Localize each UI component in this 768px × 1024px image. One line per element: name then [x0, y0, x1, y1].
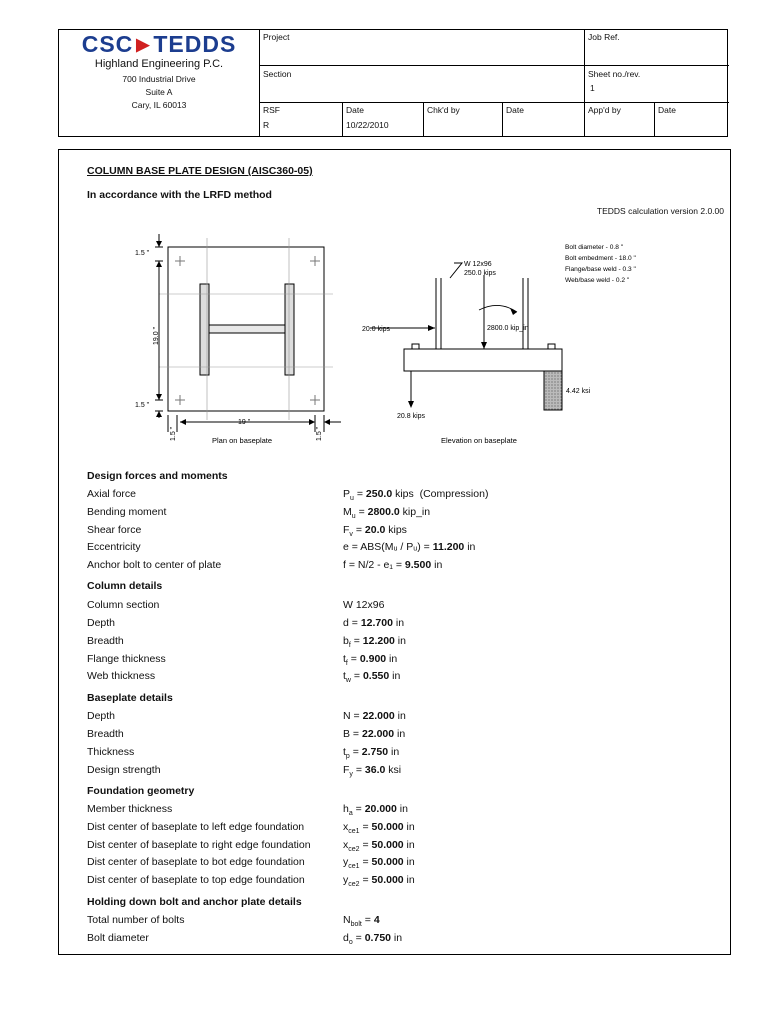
row-label: Total number of bolts	[87, 914, 185, 926]
value-expression: = ABS(Mᵤ / Pᵤ) =	[348, 541, 433, 553]
value-unit: in	[403, 856, 415, 868]
value-symbol: b	[343, 635, 349, 647]
sheet-label: Sheet no./rev.	[588, 69, 641, 79]
value-expression: =	[350, 635, 363, 647]
value-symbol: e	[343, 541, 349, 553]
value-symbol: P	[343, 488, 351, 500]
row-label: Thickness	[87, 746, 135, 758]
row-label: Shear force	[87, 524, 142, 536]
value-result: 4	[373, 914, 380, 926]
value-expression: =	[350, 710, 363, 722]
value-symbol: t	[343, 746, 346, 758]
value-expression: =	[348, 617, 361, 629]
value-symbol: F	[343, 524, 350, 536]
value-result: 2800.0	[367, 506, 400, 518]
row-value	[343, 856, 415, 870]
value-subscript: u	[351, 513, 356, 521]
row-value	[343, 914, 380, 928]
value-symbol: x	[343, 839, 349, 851]
section-value	[260, 81, 266, 85]
row-label: Anchor bolt to center of plate	[87, 559, 222, 571]
value-symbol: N	[343, 710, 351, 722]
value-result: 2.750	[361, 746, 389, 758]
section-label: Section	[263, 69, 292, 79]
value-result: 11.200	[432, 541, 465, 553]
section-heading: Holding down bolt and anchor plate details	[87, 896, 302, 908]
row-label: Column section	[87, 599, 160, 611]
tedds-logo	[59, 31, 259, 58]
row-value	[343, 617, 404, 631]
row-label: Eccentricity	[87, 541, 141, 553]
row-value	[343, 599, 384, 613]
row-label: Bending moment	[87, 506, 167, 518]
checked-date-label: Date	[506, 105, 524, 115]
grid-line	[259, 65, 729, 66]
play-triangle-icon: ▶	[136, 35, 151, 54]
baseplate-diagram	[59, 150, 730, 460]
dim-bottom-edge: 1.5 "	[135, 402, 150, 409]
value-result: 20.000	[364, 803, 397, 815]
value-expression: =	[347, 653, 360, 665]
date-value: 10/22/2010	[346, 120, 389, 130]
value-unit: in	[394, 728, 406, 740]
row-label: Dist center of baseplate to bot edge foundation	[87, 856, 305, 868]
row-label: Bolt diameter	[87, 932, 149, 944]
elevation-arrowheads	[408, 308, 517, 408]
value-expression: = N/2 - e₁ =	[345, 559, 405, 571]
value-unit: kips	[385, 524, 407, 536]
calc-by-value: R	[263, 120, 270, 130]
bolt-force-label: 20.8 kips	[397, 413, 426, 420]
value-expression: =	[349, 746, 362, 758]
approved-by-label: App'd by	[588, 105, 621, 115]
calc-by-label: RSF	[263, 105, 280, 115]
value-subscript: v	[349, 531, 353, 539]
row-value	[343, 932, 402, 946]
note-flange-weld: Flange/base weld - 0.3 "	[565, 266, 636, 273]
row-label: Member thickness	[87, 803, 173, 815]
value-result: 50.000	[371, 856, 404, 868]
value-subscript: ce2	[348, 881, 360, 889]
logo-text-left: CSC	[81, 31, 134, 57]
value-expression: =	[359, 839, 372, 851]
value-symbol: W 12x96	[343, 599, 385, 611]
value-symbol: f	[343, 559, 346, 571]
row-label: Dist center of baseplate to right edge foundation	[87, 839, 311, 851]
value-unit: in	[403, 874, 415, 886]
value-unit: in	[403, 821, 415, 833]
row-label: Web thickness	[87, 670, 156, 682]
value-unit: in	[392, 617, 405, 629]
row-label: Dist center of baseplate to left edge foundation	[87, 821, 305, 833]
version-note: TEDDS calculation version 2.0.00	[596, 206, 724, 216]
value-symbol: x	[343, 821, 349, 833]
value-symbol: h	[343, 803, 349, 815]
value-result: 20.0	[364, 524, 386, 536]
row-value	[343, 635, 406, 649]
value-result: 12.200	[362, 635, 395, 647]
dim-right-edge: 1.5 "	[316, 426, 323, 441]
value-unit: kip_in	[399, 506, 431, 518]
value-subscript: y	[349, 771, 353, 779]
value-subscript: w	[345, 677, 351, 685]
row-value	[343, 821, 415, 835]
value-unit: in	[394, 635, 406, 647]
elevation-view	[370, 263, 562, 410]
company-logo-block	[59, 30, 259, 112]
value-result: 0.900	[359, 653, 387, 665]
address-line-3: Cary, IL 60013	[131, 100, 187, 110]
value-symbol: B	[343, 728, 351, 740]
row-value	[343, 839, 415, 853]
project-label: Project	[263, 32, 290, 42]
value-expression: =	[352, 764, 365, 776]
row-value	[343, 803, 408, 817]
row-value	[343, 653, 397, 667]
date-label: Date	[346, 105, 364, 115]
section-label: W 12x96	[464, 261, 492, 268]
value-subscript: ce1	[348, 863, 360, 871]
company-name: Highland Engineering P.C.	[94, 58, 224, 70]
note-web-weld: Web/base weld - 0.2 "	[565, 277, 630, 284]
title-block	[58, 29, 728, 137]
row-value	[343, 541, 475, 555]
value-expression: =	[352, 803, 365, 815]
value-subscript: p	[345, 753, 350, 761]
value-symbol: t	[343, 670, 346, 682]
value-symbol: F	[343, 764, 350, 776]
value-unit: in	[403, 839, 415, 851]
column-flange-right	[285, 284, 294, 375]
row-label: Breadth	[87, 635, 124, 647]
value-result: 0.750	[364, 932, 391, 944]
row-value	[343, 710, 406, 724]
bearing-pressure-block	[544, 371, 562, 410]
value-subscript: u	[350, 495, 354, 503]
row-label: Depth	[87, 617, 116, 629]
row-label: Axial force	[87, 488, 137, 500]
company-address	[59, 73, 259, 112]
row-value	[343, 524, 407, 538]
row-label: Breadth	[87, 728, 124, 740]
value-unit: in	[391, 932, 403, 944]
value-subscript: a	[348, 810, 353, 818]
value-unit: in	[386, 653, 398, 665]
value-symbol: M	[343, 506, 352, 518]
value-subscript: bolt	[350, 921, 362, 929]
row-label: Design strength	[87, 764, 161, 776]
jobref-label: Job Ref.	[588, 32, 620, 42]
row-label: Dist center of baseplate to top edge foundation	[87, 874, 305, 886]
row-value	[343, 874, 415, 888]
value-symbol: d	[343, 932, 349, 944]
note-bolt-embedment: Bolt embedment - 18.0 "	[565, 255, 636, 262]
row-value	[343, 670, 400, 684]
value-unit: ksi	[385, 764, 402, 776]
plan-caption: Plan on baseplate	[212, 436, 273, 445]
value-expression: =	[359, 821, 372, 833]
approved-date-label: Date	[658, 105, 676, 115]
checked-by-label: Chk'd by	[427, 105, 460, 115]
column-web	[209, 325, 285, 333]
row-value	[343, 746, 399, 760]
row-value	[343, 764, 401, 778]
dim-width: 19 "	[238, 419, 251, 426]
plan-view	[155, 234, 341, 432]
value-expression: =	[353, 488, 366, 500]
value-unit: in	[389, 670, 401, 682]
value-expression: =	[361, 914, 374, 926]
address-line-2: Suite A	[145, 87, 173, 97]
value-unit: in	[388, 746, 400, 758]
method-subtitle: In accordance with the LRFD method	[87, 189, 272, 201]
sheet-value: 1	[590, 83, 595, 93]
value-subscript: ce1	[348, 828, 360, 836]
axial-load-label: 250.0 kips	[464, 270, 496, 277]
value-result: 0.550	[362, 670, 390, 682]
section-heading: Foundation geometry	[87, 785, 195, 797]
logo-text-right: TEDDS	[153, 31, 237, 57]
value-symbol: t	[343, 653, 346, 665]
dim-left-edge: 1.5 "	[170, 426, 177, 441]
value-result: 50.000	[371, 821, 404, 833]
value-result: 50.000	[371, 874, 404, 886]
section-heading: Baseplate details	[87, 692, 173, 704]
value-symbol: y	[343, 874, 349, 886]
value-symbol: d	[343, 617, 349, 629]
value-unit: in	[464, 541, 476, 553]
shear-load-label: 20.0 kips	[362, 326, 391, 333]
note-bolt-diameter: Bolt diameter - 0.8 "	[565, 244, 624, 251]
elevation-baseplate	[404, 349, 562, 371]
project-value	[260, 44, 266, 48]
value-unit: in	[394, 710, 406, 722]
value-result: 22.000	[362, 710, 395, 722]
value-expression: =	[350, 670, 363, 682]
dim-top-edge: 1.5 "	[135, 250, 150, 257]
value-expression: =	[350, 728, 362, 740]
value-unit: in	[396, 803, 408, 815]
moment-label: 2800.0 kip_in	[487, 325, 529, 332]
page-title: COLUMN BASE PLATE DESIGN (AISC360-05)	[87, 165, 313, 177]
value-result: 22.000	[361, 728, 395, 740]
row-value	[343, 488, 488, 502]
calculation-sheet	[58, 149, 731, 955]
row-value	[343, 728, 405, 742]
value-expression: =	[359, 874, 372, 886]
value-result: 12.700	[360, 617, 393, 629]
section-heading: Column details	[87, 580, 163, 592]
value-unit: in	[431, 559, 443, 571]
value-expression: =	[352, 932, 365, 944]
value-result: 9.500	[404, 559, 432, 571]
value-subscript: f	[345, 660, 348, 668]
value-unit: kips (Compression)	[392, 488, 489, 500]
value-expression: =	[352, 524, 365, 536]
section-heading: Design forces and moments	[87, 470, 228, 482]
value-symbol: y	[343, 856, 349, 868]
row-value	[343, 559, 442, 573]
value-subscript: f	[348, 642, 351, 650]
dim-height: 19.0 "	[153, 326, 160, 345]
value-subscript: ce2	[348, 846, 360, 854]
row-label: Flange thickness	[87, 653, 166, 665]
column-flange-left	[200, 284, 209, 375]
value-result: 50.000	[371, 839, 404, 851]
value-symbol: N	[343, 914, 351, 926]
row-label: Depth	[87, 710, 116, 722]
value-result: 250.0	[365, 488, 393, 500]
value-result: 36.0	[364, 764, 386, 776]
value-expression: =	[359, 856, 372, 868]
elevation-caption: Elevation on baseplate	[441, 436, 517, 445]
bearing-pressure-label: 4.42 ksi	[566, 388, 591, 395]
address-line-1: 700 Industrial Drive	[122, 74, 196, 84]
row-value	[343, 506, 430, 520]
value-expression: =	[355, 506, 368, 518]
value-subscript: o	[348, 939, 353, 947]
jobref-value	[585, 44, 591, 48]
